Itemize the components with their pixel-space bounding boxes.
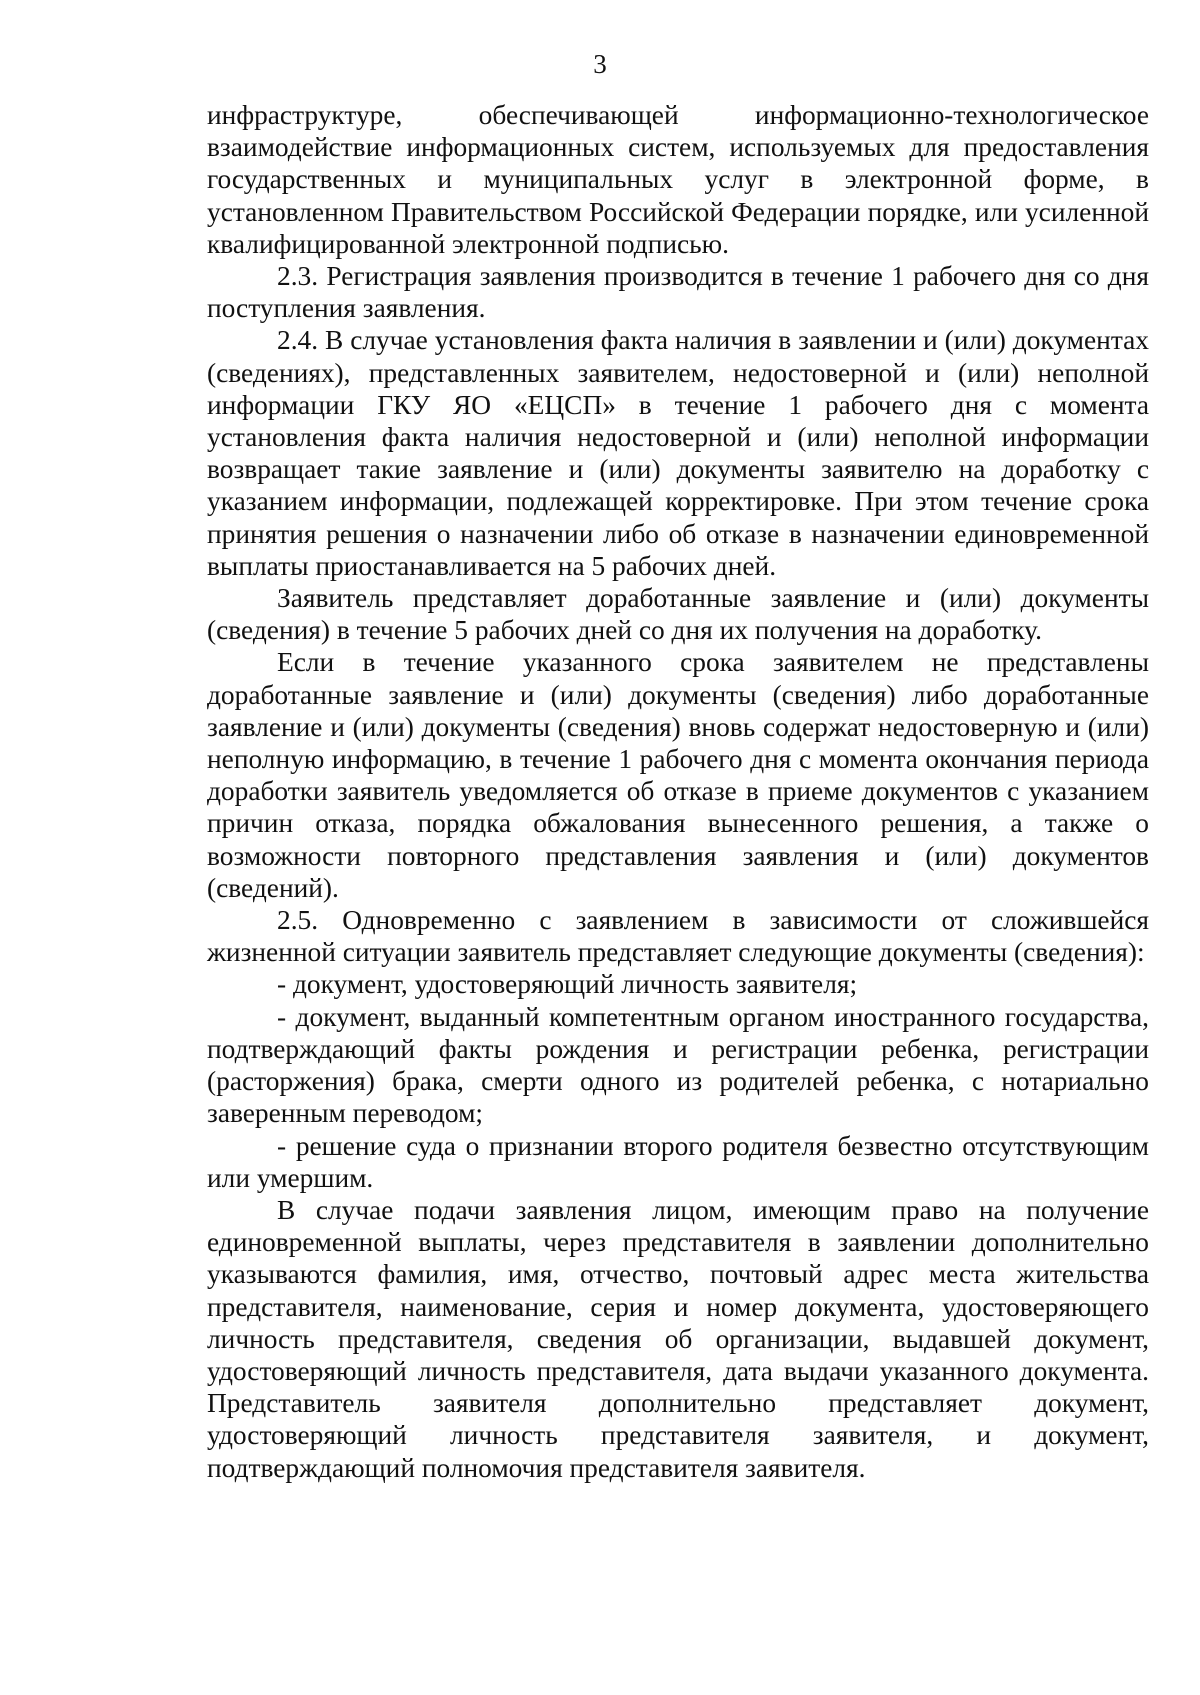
paragraph-2-4: 2.4. В случае установления факта наличия в заявлении и (или) документах (сведениях), представленных заявителем, недостоверной и (или) неполной информации ГКУ ЯО «ЕЦСП» в течение 1 рабочего дня с момента установления факта наличия недостоверной и (или) неполной информации возвращает такие заявление и (или) документы заявителю на доработку с указанием информации, подлежащей корректировке. При этом течение срока принятия решения о назначении либо об отказе в назначении единовременной выплаты приостанавливается на 5 рабочих дней. [207,325,1149,581]
paragraph-resubmission: Заявитель представляет доработанные заявление и (или) документы (сведения) в течение 5 рабочих дней со дня их получения на доработку. [207,583,1149,646]
paragraph-2-3: 2.3. Регистрация заявления производится в течение 1 рабочего дня со дня поступления заявления. [207,261,1149,324]
paragraph-2-5: 2.5. Одновременно с заявлением в зависимости от сложившейся жизненной ситуации заявитель представляет следующие документы (сведения): [207,905,1149,968]
paragraph-continuation: инфраструктуре, обеспечивающей информационно-технологическое взаимодействие информационных систем, используемых для предоставления государственных и муниципальных услуг в электронной форме, в установленном Правительством Российской Федерации порядке, или усиленной квалифицированной электронной подписью. [207,100,1149,259]
page-number: 3 [593,49,607,79]
list-item-foreign-document: - документ, выданный компетентным органом иностранного государства, подтверждающий факты рождения и регистрации ребенка, регистрации (расторжения) брака, смерти одного из родителей ребенка, с нотариально заверенным переводом; [207,1001,1149,1129]
list-item-court-decision: - решение суда о признании второго родителя безвестно отсутствующим или умершим. [207,1130,1149,1193]
list-item-identity-document: - документ, удостоверяющий личность заявителя; [277,969,858,1000]
document-body [207,99,1149,1484]
paragraph-representative: В случае подачи заявления лицом, имеющим право на получение единовременной выплаты, через представителя в заявлении дополнительно указываются фамилия, имя, отчество, почтовый адрес места жительства представителя, наименование, серия и номер документа, удостоверяющего личность представителя, сведения об организации, выдавшей документ, удостоверяющий личность представителя, дата выдачи указанного документа. Представитель заявителя дополнительно представляет документ, удостоверяющий личность представителя заявителя, и документ, подтверждающий полномочия представителя заявителя. [207,1194,1149,1483]
paragraph-refusal: Если в течение указанного срока заявителем не представлены доработанные заявление и (или) документы (сведения) либо доработанные заявление и (или) документы (сведения) вновь содержат недостоверную и (или) неполную информацию, в течение 1 рабочего дня с момента окончания периода доработки заявитель уведомляется об отказе в приеме документов с указанием причин отказа, порядка обжалования вынесенного решения, а также о возможности повторного представления заявления и (или) документов (сведений). [207,647,1149,903]
